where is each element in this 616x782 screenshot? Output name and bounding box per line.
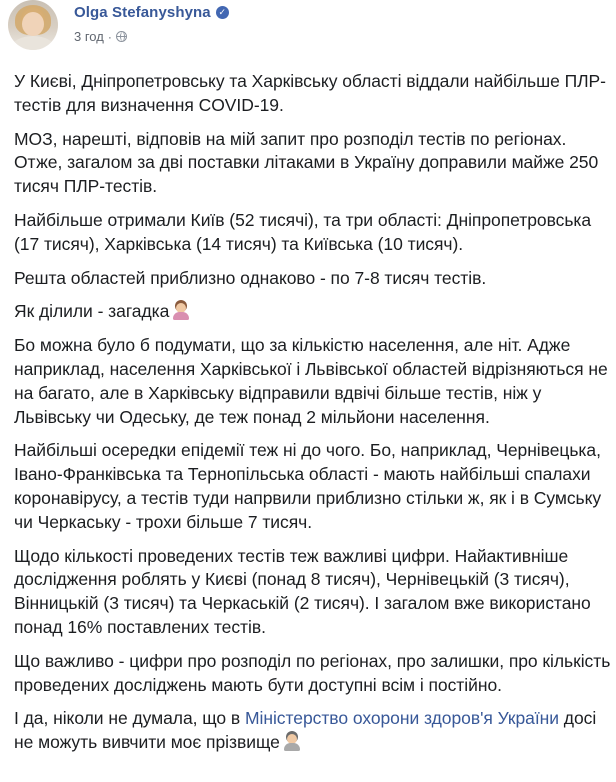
globe-icon[interactable] — [116, 31, 127, 42]
post-timestamp[interactable]: 3 год — [74, 29, 104, 44]
last-paragraph-after: досі не можуть вивчити моє прізвище — [14, 708, 597, 753]
verified-check-icon: ✓ — [216, 6, 229, 19]
last-paragraph-before: І да, ніколи не думала, що в — [14, 708, 245, 729]
separator-dot: · — [107, 29, 112, 44]
post-body — [0, 70, 616, 765]
post-header — [8, 0, 229, 52]
time-row — [74, 29, 229, 44]
post-paragraph-9: Що важливо - цифри про розподіл по регіонах, про залишки, про кількість проведених досліджень мають бути доступні всім і постійно. — [14, 650, 611, 695]
post-paragraph-6: Бо можна було б подумати, що за кількістю населення, але ніт. Адже наприклад, населення Харківської і Львівської областей відрізняються не на багато, але в Харківську відправили вдвічі більше тестів, ніж у Львівську чи Одеську, де теж понад 2 мільйони населення. — [14, 335, 608, 427]
author-row — [74, 4, 229, 21]
post-paragraph-10 — [14, 707, 616, 755]
post-paragraph-1: У Києві, Дніпропетровську та Харківську області віддали найбільше ПЛР-тестів для визначення COVID-19. — [14, 71, 606, 115]
post-paragraph-4: Решта областей приблизно однаково - по 7-8 тисяч тестів. — [14, 267, 487, 288]
ministry-page-link[interactable]: Міністерство охорони здоров'я України — [244, 708, 559, 729]
author-avatar[interactable] — [8, 0, 58, 50]
post-paragraph-2: МОЗ, нарешті, відповів на мій запит про розподіл тестів по регіонах. Отже, загалом за дві поставки літаками в Україну доправили майже 250 тисяч ПЛР-тестів. — [14, 128, 599, 197]
post-paragraph-5 — [14, 300, 616, 324]
author-name[interactable]: Olga Stefanyshyna — [74, 4, 211, 21]
post-paragraph-3: Найбільше отримали Київ (52 тисячі), та три області: Дніпропетровська (17 тисяч), Харківська (14 тисяч) та Київська (10 тисяч). — [14, 209, 592, 254]
person-shrugging-emoji-icon — [172, 302, 190, 320]
post-meta — [74, 4, 229, 44]
post-paragraph-8: Щодо кількості проведених тестів теж важливі цифри. Найактивніше дослідження роблять у Києві (понад 8 тисяч), Чернівецькій (3 тисяч), Вінницькій (3 тисяч) та Черкаській (2 тисяч). І загалом вже використано понад 16% поставлених тестів. — [14, 545, 591, 637]
post-paragraph-7: Найбільші осередки епідемії теж ні до чого. Бо, наприклад, Чернівецька, Івано-Франківська та Тернопільська області - мають найбільші спалахи коронавірусу, а тестів туди напрвили приблизно стільки ж, як і в Сумську чи Черкаську - трохи більше 7 тисяч. — [14, 440, 602, 532]
post-paragraph-5-text: Як ділили - загадка — [14, 301, 170, 322]
person-facepalming-emoji-icon — [283, 733, 301, 751]
